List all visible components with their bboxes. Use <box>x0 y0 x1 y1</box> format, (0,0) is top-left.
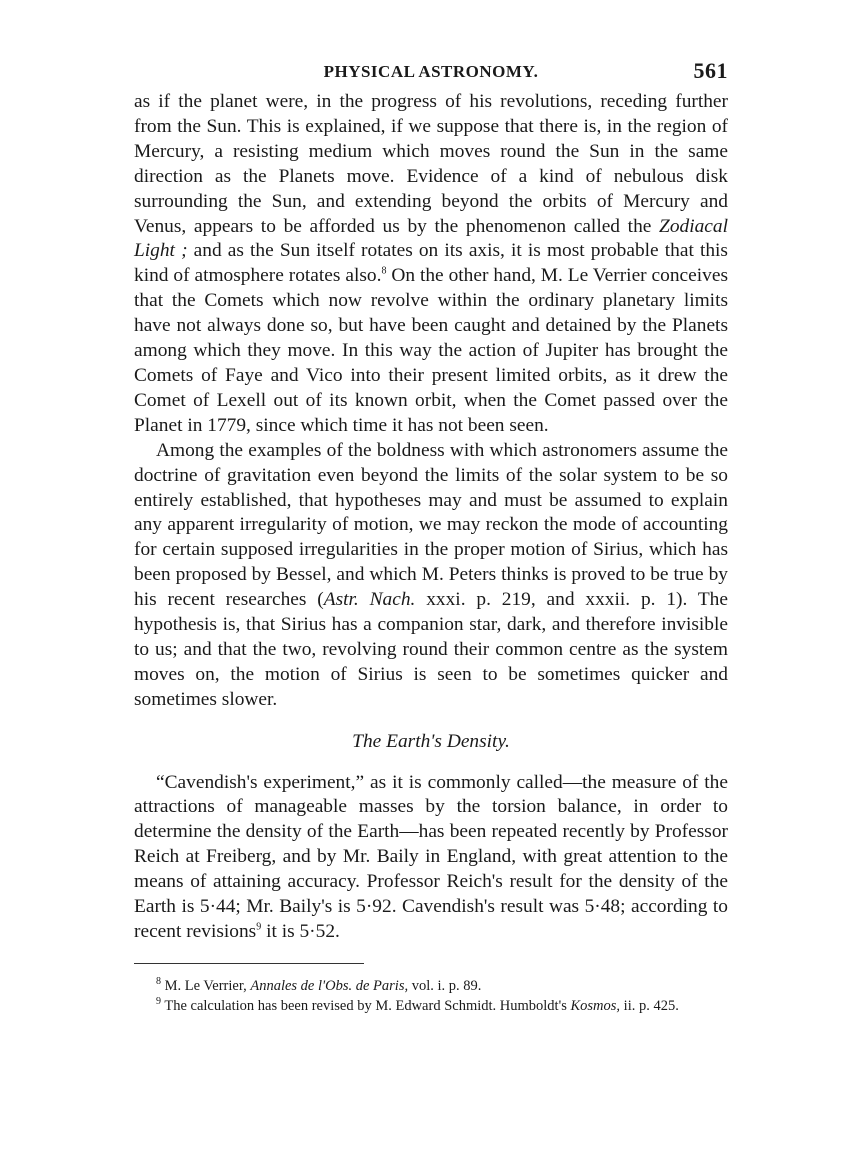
footnote-8 <box>134 976 728 996</box>
footnote-text: M. Le Verrier, <box>161 977 251 994</box>
body-text <box>134 90 728 945</box>
footnote-divider <box>134 963 364 964</box>
footnote-ref-8[interactable]: 8 <box>381 265 387 277</box>
footnote-marker: 9 <box>156 996 161 1008</box>
page-header <box>134 58 728 90</box>
footnote-text: The calculation has been revised by M. Edward Schmidt. Humboldt's <box>161 997 571 1014</box>
paragraph-2 <box>134 439 728 713</box>
footnote-marker: 8 <box>156 976 161 988</box>
footnote-text: ii. p. 425. <box>620 997 679 1014</box>
paragraph-3 <box>134 771 728 945</box>
paragraph-2-part-2: xxxi. p. 219, and xxxii. p. 1). The hypothesis is, that Sirius has a companion star, dark, and therefore invisible to us; and that the two, revolving round their common centre as the system moves on, the motion of Sirius is seen to be sometimes quicker and sometimes slower. <box>134 589 728 710</box>
footnotes <box>134 976 728 1016</box>
journal-citation: Astr. Nach. <box>323 589 416 611</box>
page-number: 561 <box>693 58 728 83</box>
paragraph-1-part-2: and as the Sun itself rotates on its axis, it is most probable that this kind of atmosphere rotates also. <box>134 240 728 287</box>
paragraph-1 <box>134 90 728 439</box>
footnote-9 <box>134 996 728 1016</box>
zodiacal-light-term: Zodiacal Light ; <box>134 215 728 262</box>
running-head: PHYSICAL ASTRONOMY. <box>323 62 539 81</box>
paragraph-1-part-1: as if the planet were, in the progress of his revolutions, receding further from the Sun. This is explained, if we suppose that there is, in the region of Mercury, a resisting medium which moves round the Sun in the same direction as the Planets move. Evidence of a kind of nebulous disk surrounding the Sun, and extending beyond the orbits of Mercury and Venus, appears to be afforded us by the phenomenon called the <box>134 91 728 237</box>
footnote-text: vol. i. p. 89. <box>408 977 482 994</box>
paragraph-2-part-1: Among the examples of the boldness with which astronomers assume the doctrine of gravitation even beyond the limits of the solar system to be so entirely established, that hypotheses may and must be assumed to explain any apparent irregularity of motion, we may reckon the mode of accounting for certain supposed irregularities in the proper motion of Sirius, which has been proposed by Bessel, and which M. Peters thinks is proved to be true by his recent researches ( <box>134 439 728 611</box>
paragraph-1-part-3: On the other hand, M. Le Verrier conceives that the Comets which now revolve within the ordinary planetary limits have not always done so, but have been caught and detained by the Planets among which they move. In this way the action of Jupiter has brought the Comets of Faye and Vico into their present limited orbits, as it drew the Comet of Lexell out of its known orbit, when the Comet passed over the Planet in 1779, since which time it has not been seen. <box>134 265 728 436</box>
footnote-ref-9[interactable]: 9 <box>256 921 262 933</box>
paragraph-3-part-1: “Cavendish's experiment,” as it is commonly called—the measure of the attractions of manageable masses by the torsion balance, in order to determine the density of the Earth—has been repeated recently by Professor Reich at Freiberg, and by Mr. Baily in England, with great attention to the means of attaining accuracy. Professor Reich's result for the density of the Earth is 5·44; Mr. Baily's is 5·92. Cavendish's result was 5·48; according to recent revisions <box>134 771 728 942</box>
footnote-italic: Kosmos, <box>570 997 621 1014</box>
paragraph-3-part-2: it is 5·52. <box>261 921 340 942</box>
section-title: The Earth's Density. <box>352 730 510 752</box>
page <box>134 58 728 1016</box>
footnote-italic: Annales de l'Obs. de Paris, <box>250 977 409 994</box>
